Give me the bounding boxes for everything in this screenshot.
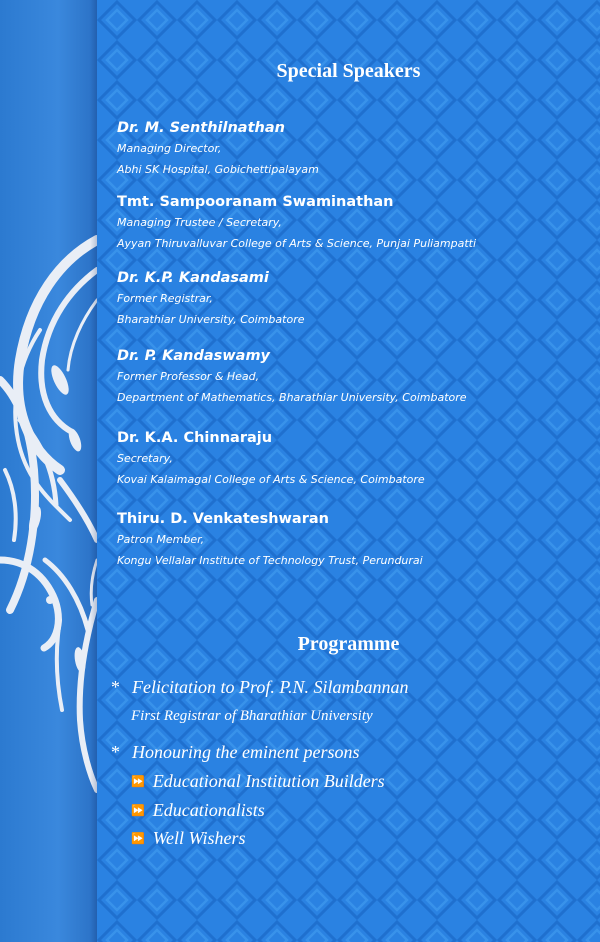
double-arrow-icon: ⏩ [131,805,145,817]
programme-heading: Programme [297,633,400,655]
speaker-organization: Kongu Vellalar Institute of Technology Trust, Perundurai [117,554,423,567]
programme-sub-item [131,828,246,849]
speaker-name: Dr. P. Kandaswamy [117,348,271,364]
main-panel [97,0,600,942]
speaker-name: Tmt. Sampooranam Swaminathan [117,194,394,210]
speaker-name: Dr. K.A. Chinnaraju [117,430,273,446]
speaker-name: Dr. M. Senthilnathan [117,120,285,136]
speaker-item [117,428,587,490]
programme-item-title: Felicitation to Prof. P.N. Silambannan [132,677,409,697]
programme-item-felicitation [111,677,409,698]
sub-item-label: Well Wishers [152,828,246,848]
ornamental-swirl-icon [0,0,97,942]
bullet-asterisk: * [111,742,120,762]
speaker-item [117,192,587,254]
speaker-item [117,118,587,180]
sub-item-label: Educational Institution Builders [152,771,385,791]
special-speakers-heading: Special Speakers [276,60,421,82]
speaker-organization: Abhi SK Hospital, Gobichettipalayam [117,163,319,176]
speaker-organization: Ayyan Thiruvalluvar College of Arts & Science, Punjai Puliampatti [117,237,477,250]
content-area [97,0,600,942]
programme-item-subtitle: First Registrar of Bharathiar University [131,708,373,724]
programme-item-title: Honouring the eminent persons [132,742,360,762]
speaker-item [117,268,587,330]
speaker-item [117,509,587,571]
speaker-role: Secretary, [117,452,173,465]
speaker-organization: Kovai Kalaimagal College of Arts & Science, Coimbatore [117,473,425,486]
speaker-organization: Bharathiar University, Coimbatore [117,313,305,326]
speaker-item [117,346,587,408]
double-arrow-icon: ⏩ [131,776,145,788]
speaker-role: Managing Trustee / Secretary, [117,216,282,229]
speaker-role: Patron Member, [117,533,205,546]
speaker-name: Thiru. D. Venkateshwaran [117,511,329,527]
programme-sub-item [131,771,385,792]
left-decorative-band [0,0,97,942]
programme-item-honouring [111,742,359,763]
speaker-role: Former Professor & Head, [117,370,260,383]
speaker-role: Managing Director, [117,142,222,155]
double-arrow-icon: ⏩ [131,833,145,845]
sub-item-label: Educationalists [152,800,265,820]
bullet-asterisk: * [111,677,120,697]
programme-sub-item [131,800,265,821]
speaker-name: Dr. K.P. Kandasami [117,270,269,286]
speaker-organization: Department of Mathematics, Bharathiar University, Coimbatore [117,391,467,404]
speaker-role: Former Registrar, [117,292,213,305]
